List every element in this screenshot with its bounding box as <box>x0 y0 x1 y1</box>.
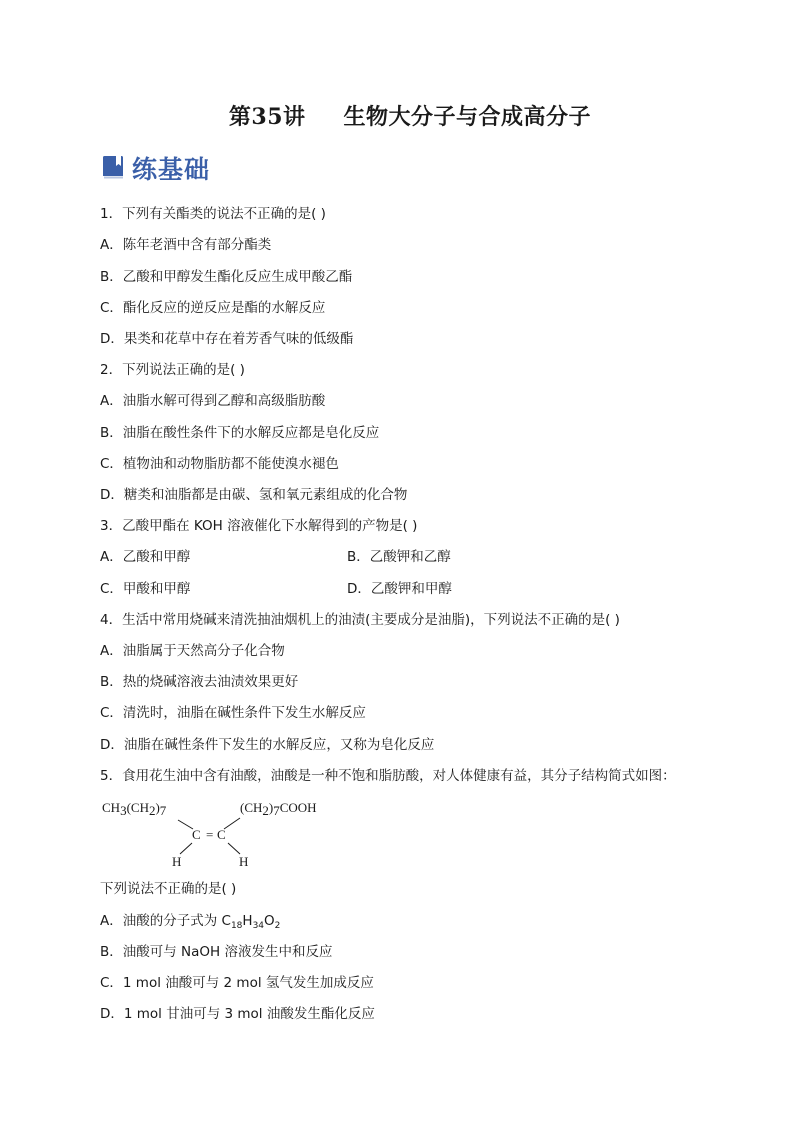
question-1-option-a: A．陈年老酒中含有部分酯类 <box>100 237 272 253</box>
formula-double-bond: = <box>206 827 214 842</box>
question-4-option-c: C．清洗时，油脂在碱性条件下发生水解反应 <box>100 705 366 721</box>
book-icon <box>102 155 126 181</box>
question-2-stem: 2．下列说法正确的是( ) <box>100 362 245 378</box>
lecture-topic: 生物大分子与合成高分子 <box>343 104 592 130</box>
svg-text:CH3(CH2)7 <box>102 800 167 818</box>
bond-right-lower <box>228 843 240 854</box>
bond-left-lower <box>180 843 192 854</box>
question-3-option-b: B．乙酸钾和乙醇 <box>347 549 451 565</box>
formula-left-sub1: 3 <box>120 803 127 818</box>
formula-left-mid: (CH <box>126 800 149 815</box>
formula-left-close: ) <box>155 800 160 815</box>
question-5-option-d: D．1 mol 甘油可与 3 mol 油酸发生酯化反应 <box>100 1006 375 1022</box>
question-5-option-b: B．油酸可与 NaOH 溶液发生中和反应 <box>100 944 333 960</box>
question-4-option-d: D．油脂在碱性条件下发生的水解反应，又称为皂化反应 <box>100 737 435 753</box>
oleic-acid-structure <box>100 796 360 868</box>
question-1-option-b: B．乙酸和甲醇发生酯化反应生成甲酸乙酯 <box>100 269 353 285</box>
question-5-option-c: C．1 mol 油酸可与 2 mol 氢气发生加成反应 <box>100 975 374 991</box>
question-1-option-d: D．果类和花草中存在着芳香气味的低级酯 <box>100 331 354 347</box>
question-2-option-a: A．油脂水解可得到乙醇和高级脂肪酸 <box>100 393 326 409</box>
formula-right-tail: COOH <box>279 800 317 815</box>
formula-left-ch: CH <box>102 800 121 815</box>
svg-text:(CH2)7COOH <box>240 800 317 818</box>
formula-h-left: H <box>172 854 182 868</box>
formula-right-ch: (CH <box>240 800 263 815</box>
question-2-option-c: C．植物油和动物脂肪都不能使溴水褪色 <box>100 456 339 472</box>
formula-h-right: H <box>239 854 249 868</box>
lecture-number: 第35讲 <box>228 104 306 130</box>
question-2-option-b: B．油脂在酸性条件下的水解反应都是皂化反应 <box>100 425 380 441</box>
question-5-followup: 下列说法不正确的是( ) <box>100 881 237 897</box>
question-3-option-c: C．甲酸和甲醇 <box>100 581 191 597</box>
formula-c-right: C <box>217 827 226 842</box>
question-4-option-a: A．油脂属于天然高分子化合物 <box>100 643 285 659</box>
question-3-option-a: A．乙酸和甲醇 <box>100 549 191 565</box>
section-label: 练基础 <box>132 155 211 184</box>
question-5-option-a: A．油酸的分子式为 $C_{18}H_{34}O_2$ <box>100 913 281 931</box>
formula-left-sub3: 7 <box>159 803 167 818</box>
question-1-option-c: C．酯化反应的逆反应是酯的水解反应 <box>100 300 326 316</box>
question-3-stem: 3．乙酸甲酯在 KOH 溶液催化下水解得到的产物是( ) <box>100 518 418 534</box>
formula-left-sub2: 2 <box>148 803 156 818</box>
question-3-option-d: D．乙酸钾和甲醇 <box>347 581 452 597</box>
question-4-stem: 4．生活中常用烧碱来清洗抽油烟机上的油渍(主要成分是油脂)，下列说法不正确的是( ) <box>100 612 620 628</box>
formula-right-sub2: 7 <box>273 803 280 818</box>
question-2-option-d: D．糖类和油脂都是由碳、氢和氧元素组成的化合物 <box>100 487 408 503</box>
bond-right-upper <box>224 818 240 829</box>
page-title <box>0 100 794 131</box>
formula-c-left: C <box>192 827 201 842</box>
question-4-option-b: B．热的烧碱溶液去油渍效果更好 <box>100 674 299 690</box>
formula-right-close: ) <box>268 800 274 815</box>
bond-left-upper <box>178 820 193 829</box>
section-heading <box>102 152 210 184</box>
formula-right-sub1: 2 <box>262 803 269 818</box>
question-1-stem: 1．下列有关酯类的说法不正确的是( ) <box>100 206 326 222</box>
question-5-stem: 5．食用花生油中含有油酸，油酸是一种不饱和脂肪酸，对人体健康有益，其分子结构简式如图： <box>100 768 676 784</box>
